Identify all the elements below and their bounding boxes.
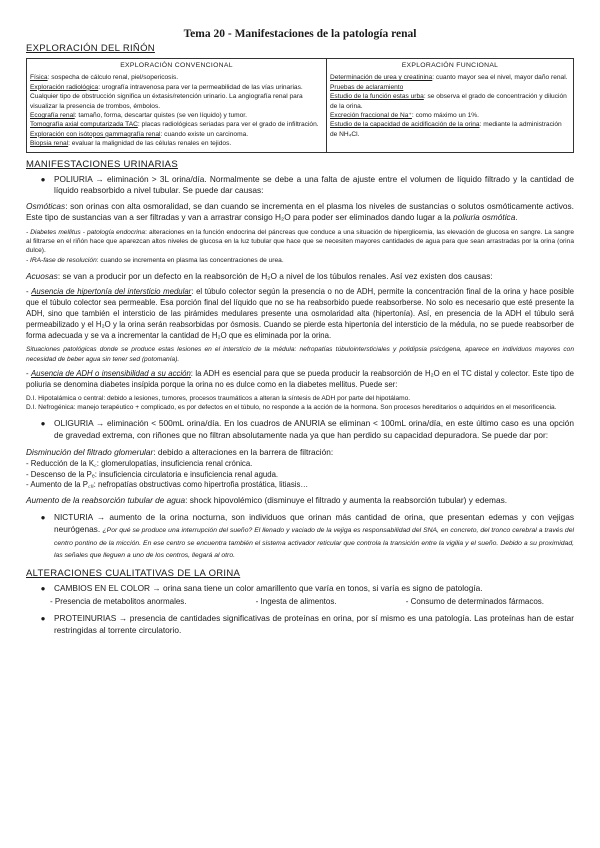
- conventional-column: [27, 59, 327, 152]
- cause-item: - Ingesta de alimentos.: [255, 597, 337, 607]
- filtrado-item: - Aumento de la P꜀ᵤ: nefropatías obstructivas como hipertrofia prostática, litiasis…: [26, 480, 309, 490]
- filtrado-item: - Descenso de la Pₑ: insuficiencia circulatoria e insuficiencia renal aguda.: [26, 469, 279, 479]
- di-nefrogenica-paragraph: D.I. Nefrogénica: manejo terapéutico + complicado, es por defectos en el túbulo, no responde a la acción de la hormona. Son procesos hereditarios o adquiridos en el mesorificencia.: [26, 404, 557, 412]
- conventional-item: Biopsia renal: evaluar la malignidad de las células renales en tejidos.: [30, 140, 232, 148]
- bullet-icon: ●: [40, 174, 46, 184]
- section-heading-cualitativas: ALTERACIONES CUALITATIVAS DE LA ORINA: [26, 567, 241, 579]
- functional-item: Estudio de la función estas urba: se observa el grado de concentración y dilución de la orina.: [330, 93, 567, 110]
- section-heading-exploracion: EXPLORACIÓN DEL RIÑÓN: [26, 43, 155, 54]
- bullet-icon: ●: [40, 419, 46, 429]
- bullet-oliguria: [26, 418, 574, 441]
- conventional-item: Tomografía axial computarizada TAC: placas radiológicas seriadas para ver el grado de infiltración.: [30, 121, 319, 129]
- bullet-color: [26, 583, 574, 595]
- di-central-paragraph: D.I. Hipotalámica o central: debido a lesiones, tumores, procesos traumáticos a alteran la síntesis de ADH por parte del hipotálamo.: [26, 394, 411, 402]
- section-heading-urinarias: MANIFESTACIONES URINARIAS: [26, 158, 178, 170]
- functional-item: Estudio de la capacidad de acidificación de la orina: mediante la administración de NH₄Cl.: [330, 121, 562, 138]
- osmoticas-paragraph: Osmóticas: son orinas con alta osmoralidad, se dan cuando se incrementa en el plasma los niveles de sustancias o solutos osmóticamente activos. Este tipo de sustancias van a ser filtradas y van a arrastrar consigo H₂O para poder ser eliminados dando lugar a la poliuria osmótica.: [26, 200, 574, 223]
- diabetes-paragraph: - Diabetes mellitus - patología endocrina: alteraciones en la función endocrina del páncreas que conduce a una situación de hiperglicemia, las elevación de glucosa en sangre. La sangre al filtrarse en el riñón hace que aparezcan altos niveles de glucosa en la luz tubular que hace que se necesiten mayores cantidades de agua para que sean arrastradas por la orina (orina dulce).: [26, 229, 574, 255]
- cause-item: - Consumo de determinados fármacos.: [405, 597, 544, 607]
- bullet-icon: ●: [40, 583, 46, 593]
- bullet-nicturia: [26, 512, 574, 561]
- color-text: CAMBIOS EN EL COLOR → orina sana tiene un color amarillento que varía en tonos, si varía es signo de patología.: [54, 582, 483, 593]
- hipertonia-paragraph: - Ausencia de hipertonía del intersticio medular: el túbulo colector según la presencia o no de ADH, permite la concentración final de la orina y hace posible que el túbulo colector sea permeable. Esa porción final del líquido que no se ha reabsorbido puede reabsorberse. No solo es necesario que esté presente la ADH, sino que también el intersticio de las pirámides medulares presente una osmolaridad alta (hipertonía). Así, en presencia de la ADH el túbulo será permeabilizado y el H₂O y la orina serán reabsorbidas por ósmosis. Cuando se pierde esta hipertonía del intersticio de la médula, no se puede reabsorber de forma adecuada y se va a incrementar la cantidad de H₂O que es eliminada por la orina.: [26, 287, 575, 341]
- reabsorcion-paragraph: Aumento de la reabsorción tubular de agua: shock hipovolémico (disminuye el filtrado y aumenta la reabsorción tubular) y edemas.: [26, 494, 508, 505]
- filtrado-paragraph: Disminución del filtrado glomerular: debido a alteraciones en la barrera de filtración:: [26, 447, 334, 458]
- conventional-title: EXPLORACIÓN CONVENCIONAL: [120, 62, 233, 69]
- color-causes: [26, 594, 574, 607]
- proteinurias-text: PROTEINURIAS → presencia de cantidades significativas de proteínas en orina, por sí mismo es una patología. Las proteínas han de estar restringidas al torrente circulatorio.: [54, 613, 574, 635]
- conventional-item: Exploración radiológica: urografía intravenosa para ver la permeabilidad de las vías urinarias. Cualquier tipo de obstrucción significa un éxtasis/retención urinario. La angiografía renal para visualizar la presencia de trombos, émbolos.: [30, 83, 303, 110]
- cause-item: - Presencia de metabolitos anormales.: [50, 597, 187, 607]
- exploration-table: [26, 58, 574, 153]
- conventional-item: Física: sospecha de cálculo renal, piel/sopericosis.: [30, 74, 179, 82]
- functional-item: Pruebas de aclaramiento: [330, 83, 404, 91]
- bullet-poliuria: [26, 174, 574, 197]
- page-title: Tema 20 - Manifestaciones de la patología renal: [183, 28, 417, 40]
- bullet-proteinurias: [26, 613, 574, 636]
- poliuria-text: POLIURIA → eliminación > 3L orina/día. Normalmente se debe a una falta de ajuste entre el volumen de líquido filtrado y la cantidad de líquido reabsorbido a nivel tubular. Se puede dar causas:: [54, 173, 574, 196]
- acuosas-paragraph: Acuosas: se van a producir por un defecto en la reabsorción de H₂O a nivel de los túbulos renales. Así vez existen dos causas:: [26, 270, 493, 281]
- functional-column: [327, 59, 573, 152]
- bullet-icon: ●: [40, 513, 46, 523]
- nicturia-text: NICTURIA → aumento de la orina nocturna, son individuos que orinan más cantidad de orina, que presentan edemas y con vejigas neurógenas. ¿Por qué se produce una interrupción del sueño? El llenado y vaciado de la vejiga es responsabilidad del SNA, en concreto, del tronco cerebral a través del centro pontino de la micción. En ese centro se encuentra también el sistema activador reticular que controla la transición entre la vigilia y el sueño. Debido a su proximidad, las señales que lleguen a uno de los centros, llegará al otro.: [54, 512, 575, 560]
- conventional-item: Ecografía renal: tamaño, forma, descartar quistes (se ven líquido) y tumor.: [30, 112, 247, 120]
- functional-item: Excreción fraccional de Na⁺: como máximo un 1%.: [330, 112, 479, 120]
- bullet-icon: ●: [40, 614, 46, 624]
- functional-title: EXPLORACIÓN FUNCIONAL: [401, 62, 499, 69]
- functional-item: Determinación de urea y creatinina: cuanto mayor sea el nivel, mayor daño renal.: [330, 74, 568, 82]
- situaciones-paragraph: Situaciones patológicas donde se produce estas lesiones en el intersticio de la médula: nefropatías túbulointersticiales y polidipsia psicógena, aparece en individuos mayores con necesidad de beber agua sin tener sed (potomanía).: [26, 346, 574, 363]
- ira-paragraph: - IRA-fase de resolución: cuando se incrementa en plasma las concentraciones de urea.: [26, 256, 284, 264]
- filtrado-item: - Reducción de la K꜀: glomerulopatías, insuficiencia renal crónica.: [26, 459, 253, 469]
- oliguria-text: OLIGURIA → eliminación < 500mL orina/día. En los cuadros de ANURIA se eliminan < 100mL orina/día, en este último caso es una opción de gravedad extrema, con riñones que no filtran absolutamente nada ya que han perdido su capacidad depuradora. Se puede dar por:: [54, 418, 574, 440]
- adh-paragraph: - Ausencia de ADH o insensibilidad a su acción: la ADH es esencial para que se pueda producir la reabsorción de H₂O en el TC distal y colector. Este tipo de poliuria se denomina diabetes insípida porque la orina no es dulce como en la diabetes mellitus. Puede ser:: [26, 368, 575, 389]
- conventional-item: Exploración con isótopos gammagrafía renal: cuando existe un carcinoma.: [30, 130, 249, 138]
